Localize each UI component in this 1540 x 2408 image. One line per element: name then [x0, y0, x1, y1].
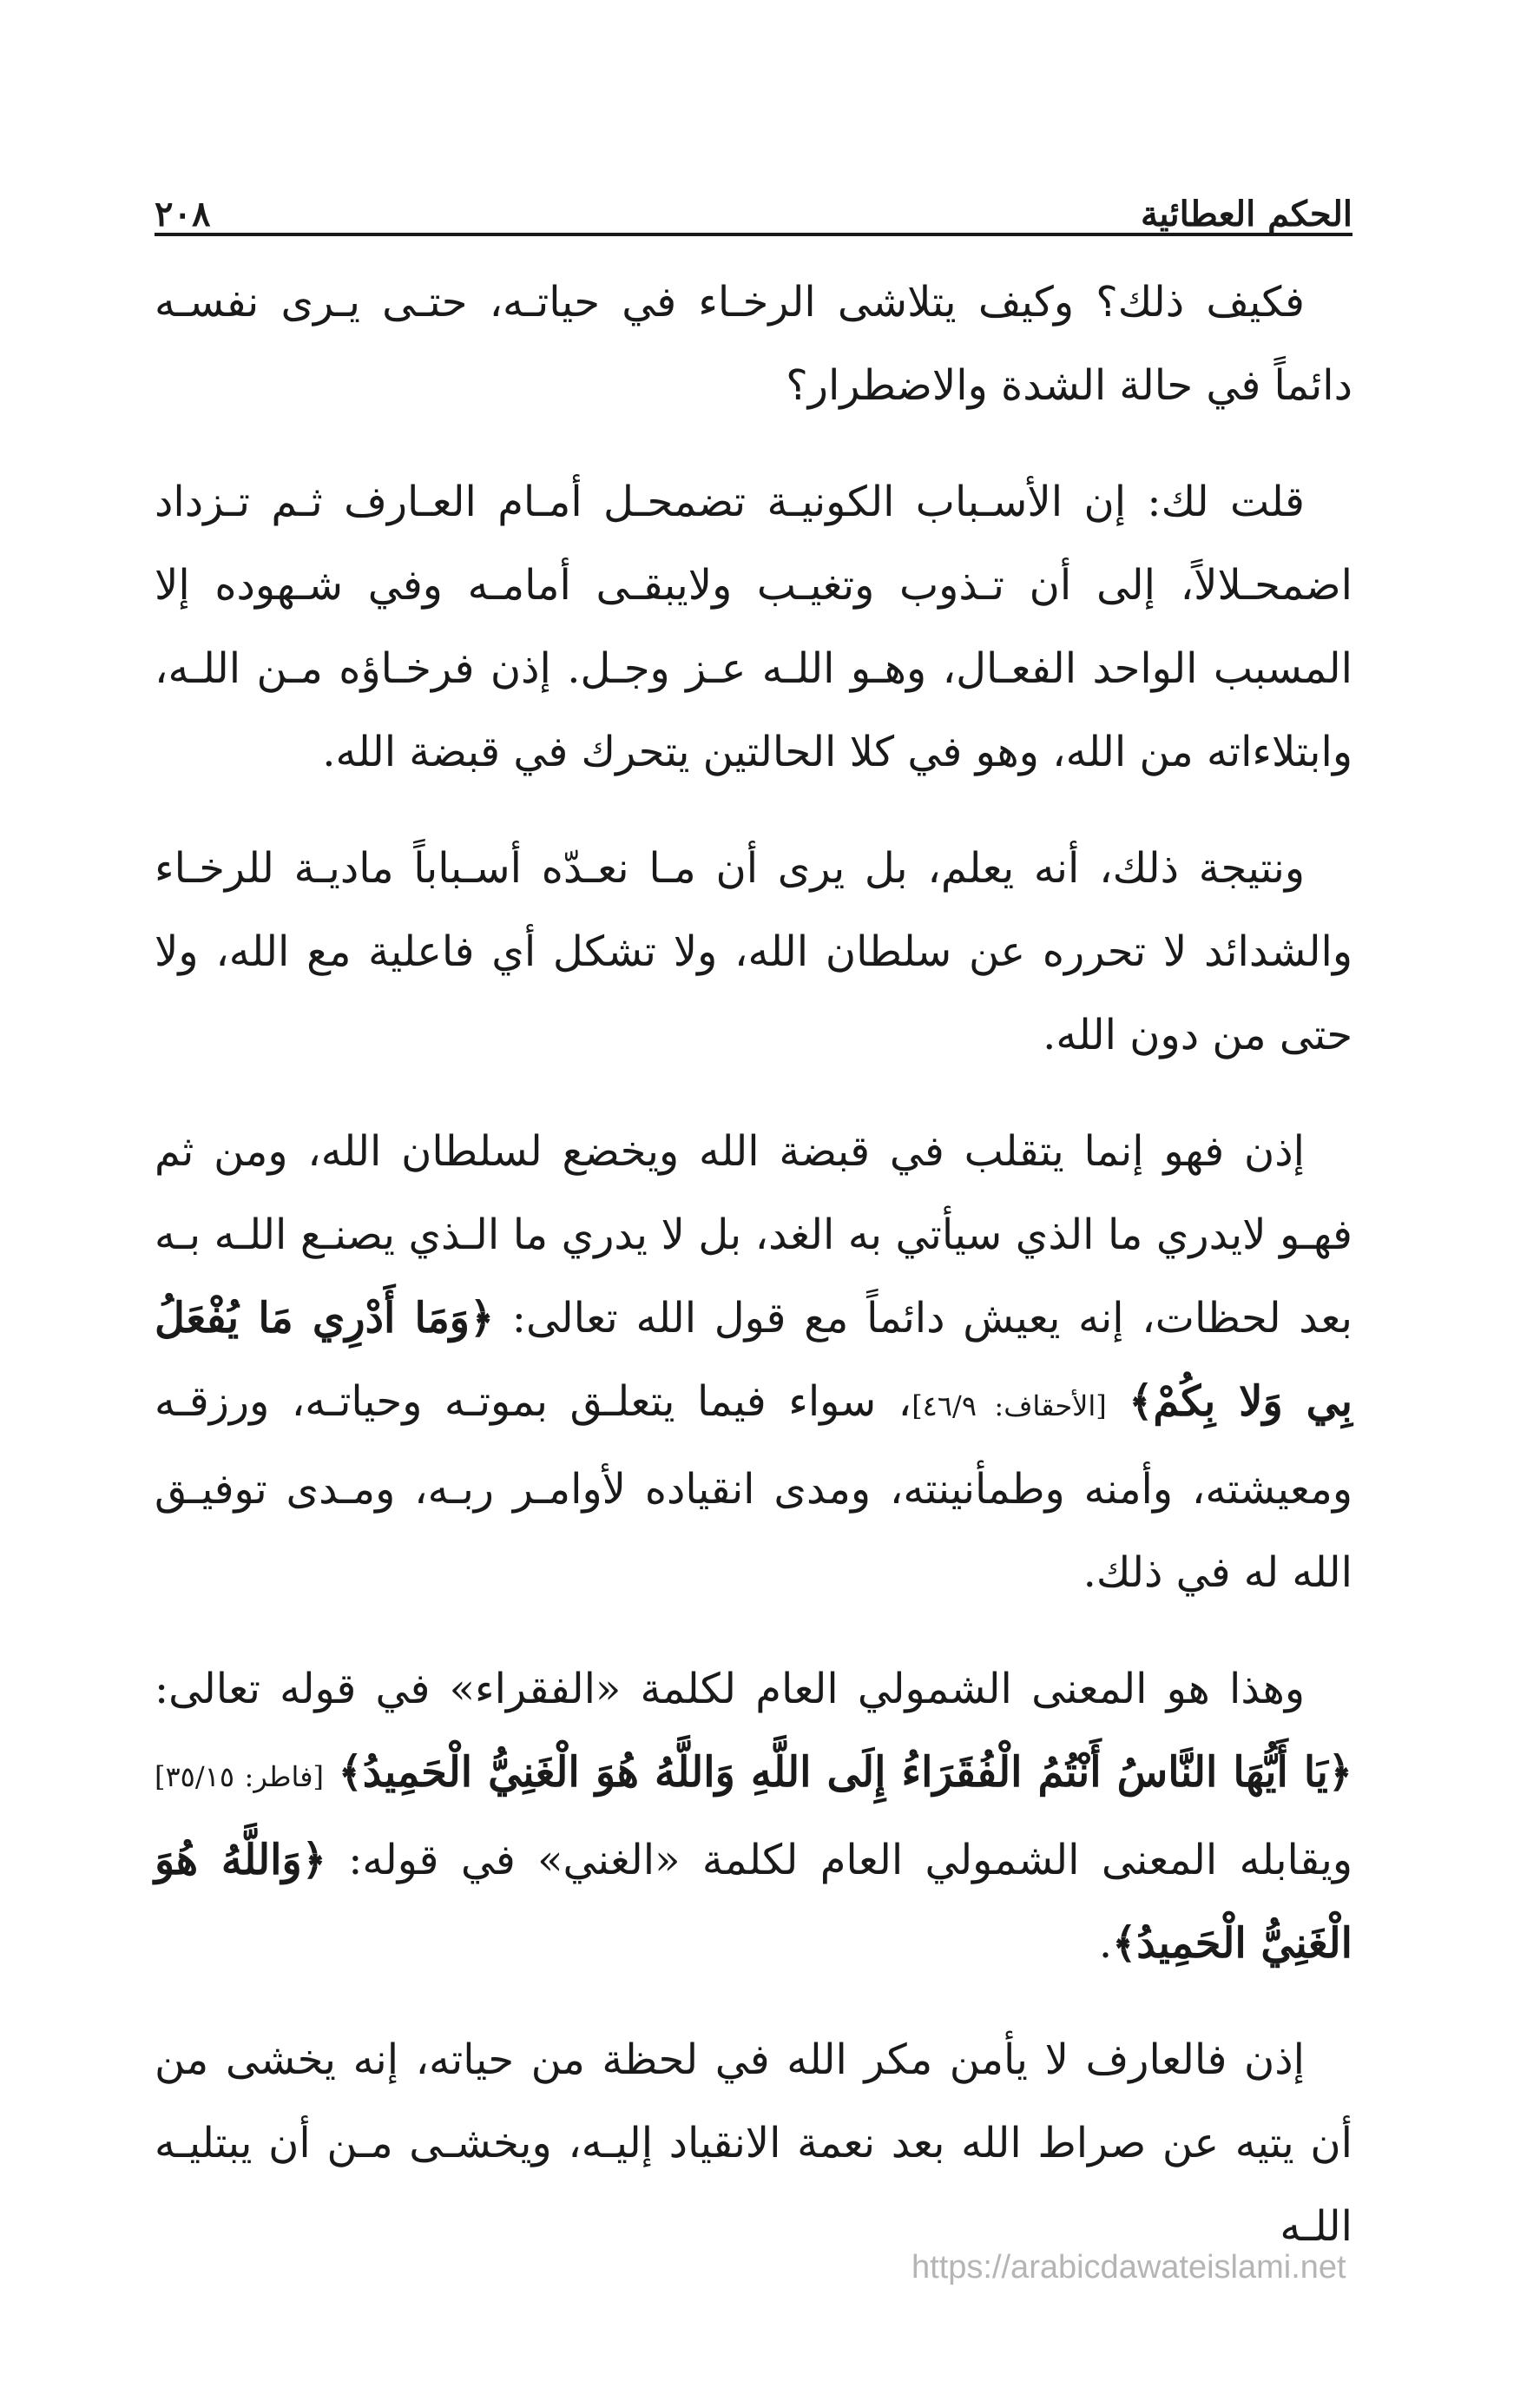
- citation-fatir: [فاطر: ٣٥/١٥]: [155, 1760, 324, 1793]
- quran-verse-fatir: ﴿يَا أَيُّهَا النَّاسُ أَنْتُمُ الْفُقَرَاءُ إِلَى اللَّهِ وَاللَّهُ هُوَ الْغَنِيُّ الْحَمِيدُ﴾: [338, 1748, 1353, 1797]
- paragraph-5-text-before: وهذا هو المعنى الشمولي العام لكلمة «الفقراء» في قوله تعالى:: [155, 1665, 1305, 1713]
- citation-ahqaf: [الأحقاف: ٤٦/٩]: [911, 1389, 1107, 1422]
- paragraph-4-text-before: إذن فهو إنما يتقلب في قبضة الله ويخضع لسلطان الله، ومن ثم فهـو لايدري ما الذي سيأتي به الغد، بل لا يدري ما الـذي يصنـع اللـه بـه بعد لحظات، إنه يعيش دائماً مع قول الله تعالى:: [155, 1127, 1353, 1343]
- quran-verse-ahqaf: ﴿وَمَا أَدْرِي مَا يُفْعَلُ بِي وَلا بِكُمْ﴾: [155, 1294, 1353, 1426]
- paragraph-4: [155, 1110, 1352, 1614]
- paragraph-4-text-after: ، سواء فيما يتعلـق بموتـه وحياتـه، ورزقـه ومعيشته، وأمنه وطمأنينته، ومدى انقياده لأوامـر ربـه، ومـدى توفيـق الله له في ذلك.: [155, 1377, 1352, 1597]
- paragraph-2: قلت لك: إن الأسـباب الكونيـة تضمحـل أمـام العـارف ثـم تـزداد اضمحـلالاً، إلى أن تـذوب وتغيـب ولايبقـى أمامـه وفي شـهوده إلا المسبب الواحد الفعـال، وهـو اللـه عـز وجـل. إذن فرخـاؤه مـن اللـه، وابتلاءاته من الله، وهو في كلا الحالتين يتحرك في قبضة الله.: [155, 478, 1352, 776]
- header-divider: [155, 233, 1352, 236]
- book-title: الحكم العطائية: [1140, 194, 1352, 234]
- quran-verse-al-ghani: ﴿وَاللَّهُ هُوَ الْغَنِيُّ الْحَمِيدُ﴾: [155, 1836, 1352, 1968]
- paragraph-3: ونتيجة ذلك، أنه يعلم، بل يرى أن مـا نعـدّه أسـباباً ماديـة للرخـاء والشدائد لا تحرره عن سلطان الله، ولا تشكل أي فاعلية مع الله، ولا حتى من دون الله.: [155, 844, 1352, 1059]
- paragraph-1: فكيف ذلك؟ وكيف يتلاشى الرخـاء في حياتـه، حتـى يـرى نفسـه دائماً في حالة الشدة والاضطرار؟: [155, 278, 1352, 410]
- running-header: [155, 174, 1352, 234]
- paragraph-5: [155, 1647, 1352, 1985]
- paragraph-5-text-middle: ويقابله المعنى الشمولي العام لكلمة «الغني» في قوله:: [326, 1836, 1352, 1884]
- body-text: [155, 261, 1352, 2301]
- page-number: ٢٠٨: [155, 194, 211, 234]
- paragraph-5-text-after: .: [1098, 1919, 1113, 1968]
- paragraph-6: إذن فالعارف لا يأمن مكر الله في لحظة من حياته، إنه يخشى من أن يتيه عن صراط الله بعد نعمة الانقياد إليـه، ويخشـى مـن أن يبتليـه اللـه: [155, 2035, 1352, 2251]
- watermark-url: https://arabicdawateislami.net: [911, 2249, 1346, 2286]
